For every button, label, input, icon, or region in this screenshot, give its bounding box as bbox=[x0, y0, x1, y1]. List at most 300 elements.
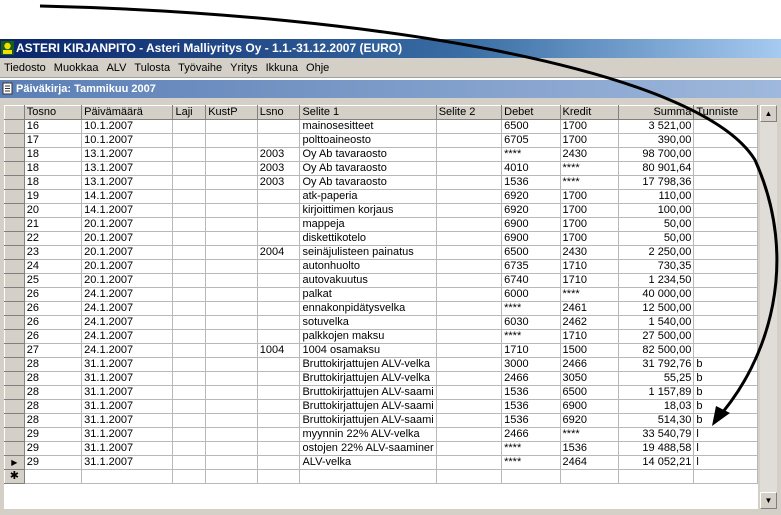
table-row[interactable] bbox=[5, 204, 758, 218]
journal-title-bar[interactable] bbox=[0, 80, 781, 98]
empty-cell[interactable] bbox=[24, 470, 81, 484]
cell[interactable]: 2466 bbox=[502, 428, 560, 442]
cell[interactable]: 31 792,76 bbox=[618, 358, 693, 372]
cell[interactable]: sotuvelka bbox=[300, 316, 436, 330]
table-row[interactable] bbox=[5, 442, 758, 456]
cell[interactable]: 14 052,21 bbox=[618, 456, 693, 470]
cell[interactable] bbox=[206, 456, 258, 470]
row-selector[interactable] bbox=[5, 470, 25, 484]
cell[interactable]: b bbox=[694, 386, 758, 400]
menu-alv[interactable]: ALV bbox=[106, 62, 127, 74]
column-header-0[interactable]: Tosno bbox=[24, 106, 81, 120]
cell[interactable]: 26 bbox=[24, 330, 81, 344]
empty-cell[interactable] bbox=[257, 470, 300, 484]
cell[interactable] bbox=[206, 358, 258, 372]
column-header-7[interactable]: Debet bbox=[502, 106, 560, 120]
cell[interactable]: 26 bbox=[24, 316, 81, 330]
row-selector[interactable] bbox=[5, 400, 25, 414]
cell[interactable]: 1536 bbox=[560, 442, 618, 456]
row-selector[interactable] bbox=[5, 162, 25, 176]
menu-ohje[interactable]: Ohje bbox=[306, 62, 330, 74]
cell[interactable] bbox=[436, 274, 501, 288]
row-selector[interactable] bbox=[5, 246, 25, 260]
cell[interactable]: 16 bbox=[24, 120, 81, 134]
cell[interactable] bbox=[206, 330, 258, 344]
cell[interactable]: **** bbox=[502, 302, 560, 316]
cell[interactable] bbox=[173, 330, 206, 344]
row-selector[interactable] bbox=[5, 232, 25, 246]
cell[interactable]: 29 bbox=[24, 428, 81, 442]
cell[interactable]: 1700 bbox=[560, 218, 618, 232]
cell[interactable]: 2004 bbox=[257, 246, 300, 260]
cell[interactable]: 6920 bbox=[502, 204, 560, 218]
table-row[interactable] bbox=[5, 400, 758, 414]
cell[interactable]: 10.1.2007 bbox=[82, 120, 173, 134]
cell[interactable] bbox=[206, 344, 258, 358]
cell[interactable] bbox=[694, 120, 758, 134]
cell[interactable]: 2462 bbox=[560, 316, 618, 330]
table-row[interactable] bbox=[5, 358, 758, 372]
cell[interactable]: l bbox=[694, 428, 758, 442]
cell[interactable] bbox=[694, 218, 758, 232]
cell[interactable] bbox=[173, 442, 206, 456]
cell[interactable]: ALV-velka bbox=[300, 456, 436, 470]
cell[interactable]: 1 157,89 bbox=[618, 386, 693, 400]
cell[interactable]: Bruttokirjattujen ALV-velka bbox=[300, 372, 436, 386]
cell[interactable]: ostojen 22% ALV-saaminer bbox=[300, 442, 436, 456]
table-row[interactable] bbox=[5, 330, 758, 344]
cell[interactable]: 82 500,00 bbox=[618, 344, 693, 358]
column-header-9[interactable]: Summa bbox=[618, 106, 693, 120]
cell[interactable]: 28 bbox=[24, 358, 81, 372]
cell[interactable]: 27 500,00 bbox=[618, 330, 693, 344]
cell[interactable]: 3 521,00 bbox=[618, 120, 693, 134]
cell[interactable] bbox=[694, 260, 758, 274]
row-selector[interactable] bbox=[5, 456, 25, 470]
cell[interactable]: 13.1.2007 bbox=[82, 176, 173, 190]
row-selector[interactable] bbox=[5, 428, 25, 442]
cell[interactable]: b bbox=[694, 372, 758, 386]
cell[interactable] bbox=[257, 428, 300, 442]
cell[interactable] bbox=[257, 190, 300, 204]
row-selector[interactable] bbox=[5, 260, 25, 274]
cell[interactable]: 31.1.2007 bbox=[82, 372, 173, 386]
cell[interactable] bbox=[173, 456, 206, 470]
table-row[interactable] bbox=[5, 176, 758, 190]
cell[interactable]: 24.1.2007 bbox=[82, 344, 173, 358]
cell[interactable] bbox=[206, 232, 258, 246]
cell[interactable] bbox=[173, 400, 206, 414]
cell[interactable]: 2003 bbox=[257, 162, 300, 176]
cell[interactable]: Oy Ab tavaraosto bbox=[300, 148, 436, 162]
cell[interactable]: 55,25 bbox=[618, 372, 693, 386]
cell[interactable]: 80 901,64 bbox=[618, 162, 693, 176]
cell[interactable]: Bruttokirjattujen ALV-saami bbox=[300, 386, 436, 400]
cell[interactable]: 2003 bbox=[257, 176, 300, 190]
cell[interactable]: 3000 bbox=[502, 358, 560, 372]
cell[interactable]: 4010 bbox=[502, 162, 560, 176]
cell[interactable]: 6030 bbox=[502, 316, 560, 330]
column-header-6[interactable]: Selite 2 bbox=[436, 106, 501, 120]
row-selector[interactable] bbox=[5, 274, 25, 288]
table-row[interactable] bbox=[5, 260, 758, 274]
cell[interactable]: 6500 bbox=[502, 120, 560, 134]
cell[interactable]: 24.1.2007 bbox=[82, 330, 173, 344]
cell[interactable]: 40 000,00 bbox=[618, 288, 693, 302]
cell[interactable] bbox=[206, 302, 258, 316]
cell[interactable]: **** bbox=[560, 162, 618, 176]
cell[interactable] bbox=[436, 134, 501, 148]
cell[interactable] bbox=[694, 232, 758, 246]
table-row[interactable] bbox=[5, 428, 758, 442]
cell[interactable] bbox=[257, 218, 300, 232]
cell[interactable]: **** bbox=[502, 456, 560, 470]
cell[interactable] bbox=[257, 232, 300, 246]
cell[interactable] bbox=[206, 134, 258, 148]
cell[interactable]: 98 700,00 bbox=[618, 148, 693, 162]
table-row[interactable] bbox=[5, 246, 758, 260]
cell[interactable] bbox=[173, 302, 206, 316]
cell[interactable]: 6000 bbox=[502, 288, 560, 302]
cell[interactable] bbox=[257, 372, 300, 386]
cell[interactable] bbox=[173, 120, 206, 134]
menu-tiedosto[interactable]: Tiedosto bbox=[4, 62, 46, 74]
cell[interactable] bbox=[694, 344, 758, 358]
cell[interactable] bbox=[173, 176, 206, 190]
cell[interactable] bbox=[436, 372, 501, 386]
cell[interactable]: diskettikotelo bbox=[300, 232, 436, 246]
cell[interactable]: 33 540,79 bbox=[618, 428, 693, 442]
cell[interactable]: polttoaineosto bbox=[300, 134, 436, 148]
cell[interactable]: 6500 bbox=[502, 246, 560, 260]
cell[interactable]: 14.1.2007 bbox=[82, 204, 173, 218]
row-selector[interactable] bbox=[5, 204, 25, 218]
cell[interactable]: 24.1.2007 bbox=[82, 288, 173, 302]
cell[interactable]: 20.1.2007 bbox=[82, 274, 173, 288]
column-header-8[interactable]: Kredit bbox=[560, 106, 618, 120]
cell[interactable] bbox=[257, 260, 300, 274]
cell[interactable]: 100,00 bbox=[618, 204, 693, 218]
cell[interactable] bbox=[436, 176, 501, 190]
cell[interactable]: 1700 bbox=[560, 204, 618, 218]
cell[interactable]: 2430 bbox=[560, 148, 618, 162]
cell[interactable]: 2466 bbox=[502, 372, 560, 386]
table-row[interactable] bbox=[5, 372, 758, 386]
cell[interactable] bbox=[206, 120, 258, 134]
cell[interactable]: 10.1.2007 bbox=[82, 134, 173, 148]
cell[interactable]: 6740 bbox=[502, 274, 560, 288]
cell[interactable]: 390,00 bbox=[618, 134, 693, 148]
cell[interactable] bbox=[173, 344, 206, 358]
cell[interactable] bbox=[173, 372, 206, 386]
cell[interactable]: 31.1.2007 bbox=[82, 358, 173, 372]
cell[interactable] bbox=[257, 414, 300, 428]
cell[interactable]: 29 bbox=[24, 442, 81, 456]
row-selector[interactable] bbox=[5, 190, 25, 204]
cell[interactable] bbox=[436, 344, 501, 358]
row-selector[interactable] bbox=[5, 386, 25, 400]
cell[interactable] bbox=[257, 288, 300, 302]
cell[interactable]: 31.1.2007 bbox=[82, 442, 173, 456]
cell[interactable]: 6900 bbox=[502, 218, 560, 232]
row-selector[interactable] bbox=[5, 288, 25, 302]
table-row[interactable] bbox=[5, 120, 758, 134]
menu-tulosta[interactable]: Tulosta bbox=[134, 62, 171, 74]
cell[interactable]: 1710 bbox=[560, 260, 618, 274]
cell[interactable] bbox=[436, 190, 501, 204]
cell[interactable]: 1536 bbox=[502, 400, 560, 414]
cell[interactable]: 2461 bbox=[560, 302, 618, 316]
cell[interactable]: ennakonpidätysvelka bbox=[300, 302, 436, 316]
row-selector[interactable] bbox=[5, 120, 25, 134]
table-row[interactable] bbox=[5, 414, 758, 428]
cell[interactable] bbox=[436, 162, 501, 176]
cell[interactable]: 6705 bbox=[502, 134, 560, 148]
cell[interactable] bbox=[436, 428, 501, 442]
cell[interactable] bbox=[257, 400, 300, 414]
column-header-2[interactable]: Laji bbox=[173, 106, 206, 120]
cell[interactable] bbox=[436, 302, 501, 316]
cell[interactable] bbox=[436, 330, 501, 344]
row-selector[interactable] bbox=[5, 316, 25, 330]
cell[interactable]: 50,00 bbox=[618, 218, 693, 232]
cell[interactable] bbox=[257, 386, 300, 400]
cell[interactable] bbox=[173, 246, 206, 260]
cell[interactable]: 2430 bbox=[560, 246, 618, 260]
cell[interactable]: 13.1.2007 bbox=[82, 148, 173, 162]
cell[interactable] bbox=[694, 176, 758, 190]
table-row[interactable] bbox=[5, 456, 758, 470]
cell[interactable]: 21 bbox=[24, 218, 81, 232]
table-row[interactable] bbox=[5, 232, 758, 246]
empty-cell[interactable] bbox=[436, 470, 501, 484]
row-selector[interactable] bbox=[5, 302, 25, 316]
cell[interactable] bbox=[694, 330, 758, 344]
cell[interactable] bbox=[173, 288, 206, 302]
cell[interactable]: **** bbox=[502, 442, 560, 456]
cell[interactable]: 3050 bbox=[560, 372, 618, 386]
cell[interactable]: Bruttokirjattujen ALV-saami bbox=[300, 400, 436, 414]
row-selector[interactable] bbox=[5, 218, 25, 232]
cell[interactable] bbox=[436, 246, 501, 260]
cell[interactable] bbox=[206, 442, 258, 456]
cell[interactable] bbox=[257, 316, 300, 330]
row-selector[interactable] bbox=[5, 148, 25, 162]
cell[interactable]: autonhuolto bbox=[300, 260, 436, 274]
cell[interactable]: 6900 bbox=[560, 400, 618, 414]
cell[interactable]: 50,00 bbox=[618, 232, 693, 246]
cell[interactable]: Bruttokirjattujen ALV-saami bbox=[300, 414, 436, 428]
cell[interactable]: 25 bbox=[24, 274, 81, 288]
empty-cell[interactable] bbox=[560, 470, 618, 484]
cell[interactable]: 24.1.2007 bbox=[82, 316, 173, 330]
cell[interactable] bbox=[694, 190, 758, 204]
cell[interactable]: palkkojen maksu bbox=[300, 330, 436, 344]
empty-cell[interactable] bbox=[502, 470, 560, 484]
cell[interactable]: 1536 bbox=[502, 414, 560, 428]
cell[interactable]: 18 bbox=[24, 162, 81, 176]
cell[interactable] bbox=[436, 204, 501, 218]
cell[interactable]: 2466 bbox=[560, 358, 618, 372]
cell[interactable]: 17 bbox=[24, 134, 81, 148]
cell[interactable]: **** bbox=[502, 330, 560, 344]
cell[interactable] bbox=[257, 134, 300, 148]
cell[interactable] bbox=[206, 162, 258, 176]
cell[interactable]: 730,35 bbox=[618, 260, 693, 274]
table-row[interactable] bbox=[5, 162, 758, 176]
cell[interactable] bbox=[206, 288, 258, 302]
cell[interactable] bbox=[257, 274, 300, 288]
cell[interactable] bbox=[206, 316, 258, 330]
row-selector-header[interactable] bbox=[5, 106, 25, 120]
cell[interactable]: 20.1.2007 bbox=[82, 246, 173, 260]
cell[interactable] bbox=[257, 120, 300, 134]
cell[interactable]: 19 bbox=[24, 190, 81, 204]
cell[interactable]: 20.1.2007 bbox=[82, 232, 173, 246]
menu-muokkaa[interactable]: Muokkaa bbox=[53, 62, 99, 74]
cell[interactable]: 6900 bbox=[502, 232, 560, 246]
cell[interactable]: 1 234,50 bbox=[618, 274, 693, 288]
cell[interactable]: autovakuutus bbox=[300, 274, 436, 288]
table-row[interactable] bbox=[5, 316, 758, 330]
cell[interactable]: 17 798,36 bbox=[618, 176, 693, 190]
empty-cell[interactable] bbox=[694, 470, 758, 484]
cell[interactable]: 12 500,00 bbox=[618, 302, 693, 316]
row-selector[interactable] bbox=[5, 442, 25, 456]
cell[interactable] bbox=[206, 274, 258, 288]
cell[interactable]: 2003 bbox=[257, 148, 300, 162]
cell[interactable] bbox=[436, 218, 501, 232]
cell[interactable] bbox=[694, 204, 758, 218]
cell[interactable] bbox=[173, 386, 206, 400]
row-selector[interactable] bbox=[5, 414, 25, 428]
scroll-down-button[interactable]: ▼ bbox=[760, 492, 777, 509]
cell[interactable]: 1004 bbox=[257, 344, 300, 358]
row-selector[interactable] bbox=[5, 176, 25, 190]
cell[interactable] bbox=[173, 414, 206, 428]
table-row[interactable] bbox=[5, 386, 758, 400]
table-row[interactable] bbox=[5, 288, 758, 302]
cell[interactable] bbox=[173, 232, 206, 246]
cell[interactable] bbox=[173, 316, 206, 330]
cell[interactable]: 6920 bbox=[560, 414, 618, 428]
cell[interactable]: 1700 bbox=[560, 120, 618, 134]
cell[interactable]: l bbox=[694, 442, 758, 456]
cell[interactable]: 2 250,00 bbox=[618, 246, 693, 260]
cell[interactable]: 18 bbox=[24, 148, 81, 162]
cell[interactable]: **** bbox=[560, 288, 618, 302]
cell[interactable] bbox=[694, 148, 758, 162]
app-title-bar[interactable] bbox=[0, 39, 781, 58]
cell[interactable]: 6500 bbox=[560, 386, 618, 400]
cell[interactable] bbox=[206, 400, 258, 414]
row-selector[interactable] bbox=[5, 358, 25, 372]
cell[interactable] bbox=[206, 148, 258, 162]
menu-yritys[interactable]: Yritys bbox=[230, 62, 258, 74]
cell[interactable]: 110,00 bbox=[618, 190, 693, 204]
empty-cell[interactable] bbox=[82, 470, 173, 484]
cell[interactable] bbox=[257, 456, 300, 470]
table-row[interactable] bbox=[5, 302, 758, 316]
cell[interactable] bbox=[257, 442, 300, 456]
cell[interactable] bbox=[257, 330, 300, 344]
cell[interactable] bbox=[436, 386, 501, 400]
cell[interactable]: 31.1.2007 bbox=[82, 386, 173, 400]
cell[interactable] bbox=[436, 148, 501, 162]
cell[interactable] bbox=[694, 274, 758, 288]
table-row[interactable] bbox=[5, 190, 758, 204]
cell[interactable] bbox=[694, 246, 758, 260]
cell[interactable]: 31.1.2007 bbox=[82, 456, 173, 470]
cell[interactable]: 26 bbox=[24, 288, 81, 302]
cell[interactable]: atk-paperia bbox=[300, 190, 436, 204]
new-row[interactable] bbox=[5, 470, 758, 484]
cell[interactable]: 1536 bbox=[502, 386, 560, 400]
cell[interactable]: 1710 bbox=[560, 274, 618, 288]
cell[interactable] bbox=[173, 274, 206, 288]
cell[interactable]: b bbox=[694, 358, 758, 372]
cell[interactable] bbox=[436, 288, 501, 302]
row-selector[interactable] bbox=[5, 330, 25, 344]
cell[interactable] bbox=[436, 442, 501, 456]
row-selector[interactable] bbox=[5, 372, 25, 386]
cell[interactable] bbox=[436, 232, 501, 246]
cell[interactable]: Bruttokirjattujen ALV-velka bbox=[300, 358, 436, 372]
cell[interactable] bbox=[694, 162, 758, 176]
cell[interactable]: 1710 bbox=[560, 330, 618, 344]
cell[interactable]: 2464 bbox=[560, 456, 618, 470]
empty-cell[interactable] bbox=[173, 470, 206, 484]
cell[interactable] bbox=[436, 456, 501, 470]
cell[interactable] bbox=[173, 190, 206, 204]
table-row[interactable] bbox=[5, 134, 758, 148]
cell[interactable]: 1710 bbox=[502, 344, 560, 358]
cell[interactable] bbox=[206, 218, 258, 232]
cell[interactable]: 6920 bbox=[502, 190, 560, 204]
cell[interactable]: 28 bbox=[24, 372, 81, 386]
cell[interactable] bbox=[206, 190, 258, 204]
cell[interactable]: **** bbox=[560, 176, 618, 190]
cell[interactable] bbox=[257, 302, 300, 316]
row-selector[interactable] bbox=[5, 134, 25, 148]
cell[interactable] bbox=[436, 414, 501, 428]
cell[interactable]: 24.1.2007 bbox=[82, 302, 173, 316]
cell[interactable] bbox=[694, 316, 758, 330]
cell[interactable] bbox=[206, 414, 258, 428]
cell[interactable] bbox=[173, 260, 206, 274]
cell[interactable]: 14.1.2007 bbox=[82, 190, 173, 204]
cell[interactable]: Oy Ab tavaraosto bbox=[300, 162, 436, 176]
cell[interactable]: mainosesitteet bbox=[300, 120, 436, 134]
cell[interactable] bbox=[206, 428, 258, 442]
cell[interactable]: 1700 bbox=[560, 134, 618, 148]
menu-ikkuna[interactable]: Ikkuna bbox=[265, 62, 299, 74]
cell[interactable]: b bbox=[694, 414, 758, 428]
cell[interactable] bbox=[206, 176, 258, 190]
cell[interactable] bbox=[257, 358, 300, 372]
cell[interactable] bbox=[173, 218, 206, 232]
cell[interactable]: 19 488,58 bbox=[618, 442, 693, 456]
cell[interactable] bbox=[206, 372, 258, 386]
cell[interactable] bbox=[436, 400, 501, 414]
column-header-3[interactable]: KustP bbox=[206, 106, 258, 120]
cell[interactable]: 20 bbox=[24, 204, 81, 218]
cell[interactable] bbox=[206, 246, 258, 260]
cell[interactable] bbox=[436, 260, 501, 274]
cell[interactable]: 28 bbox=[24, 414, 81, 428]
cell[interactable]: 514,30 bbox=[618, 414, 693, 428]
cell[interactable]: 1536 bbox=[502, 176, 560, 190]
